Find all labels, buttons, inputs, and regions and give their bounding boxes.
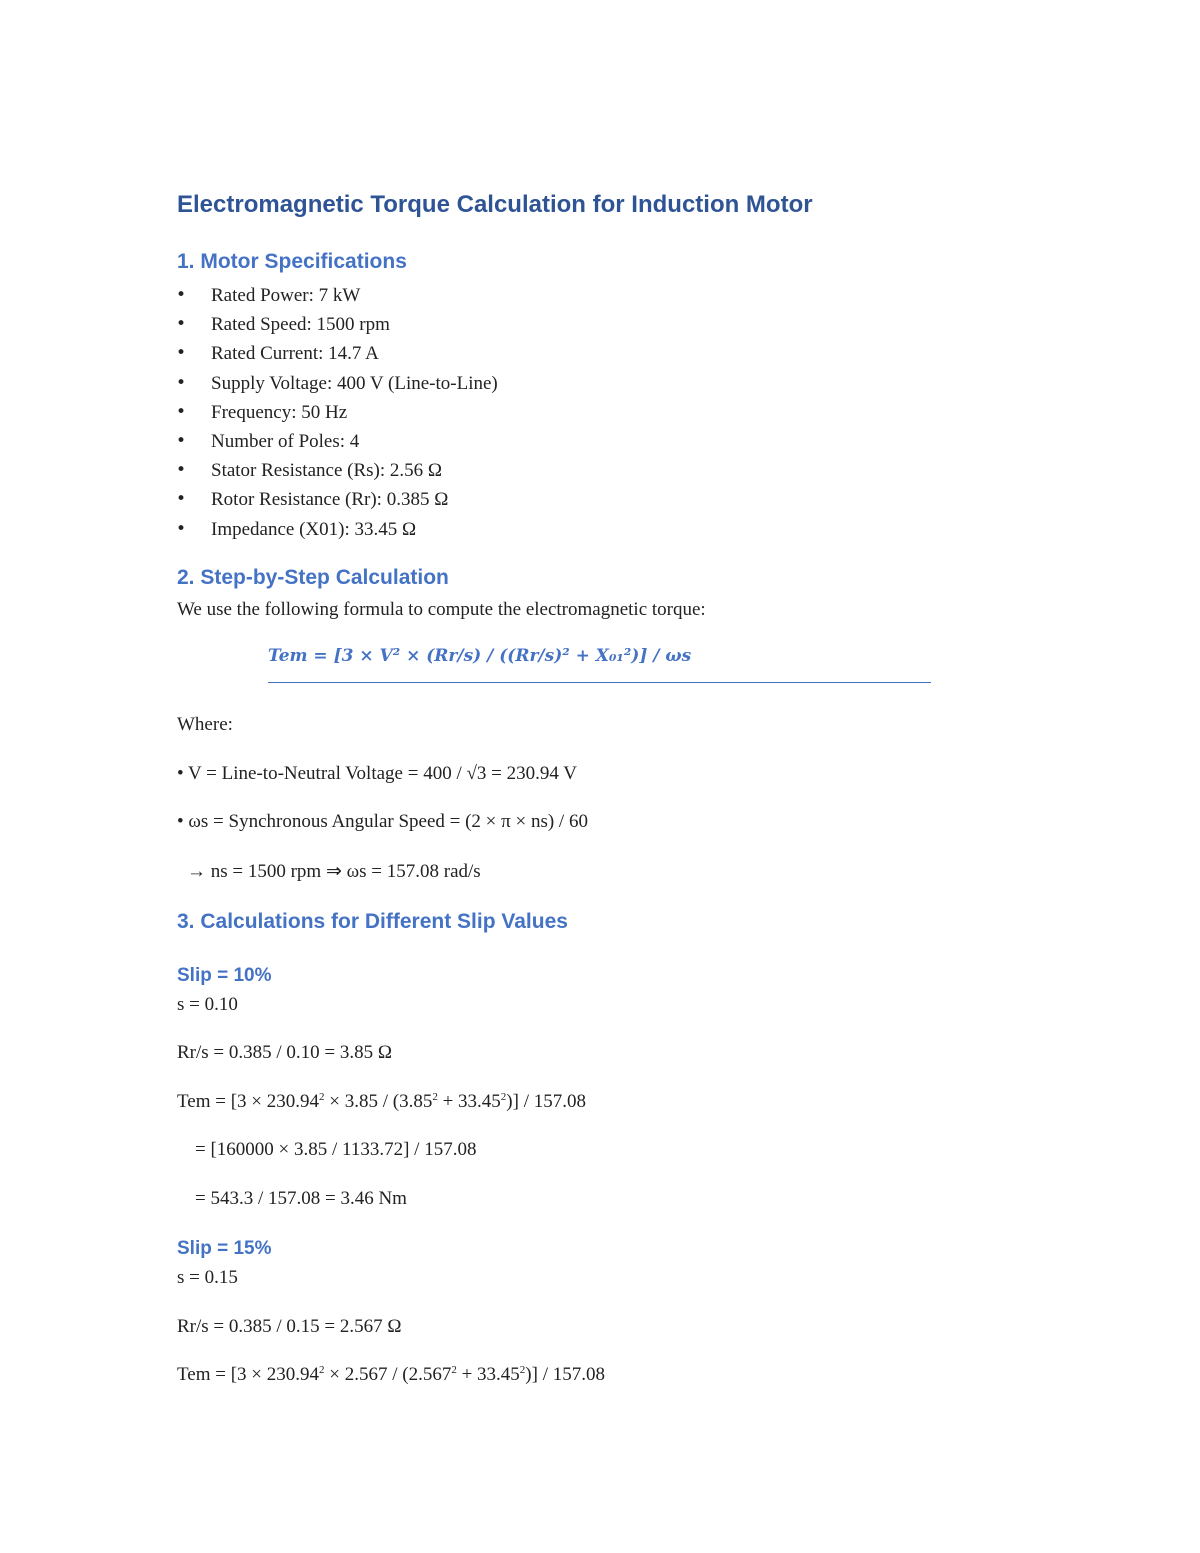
motor-specifications-list xyxy=(177,281,498,544)
slip-heading-10: Slip = 10% xyxy=(177,965,272,986)
spec-number-of-poles: • Number of Poles: 4 xyxy=(177,427,498,456)
spec-rotor-resistance: • Rotor Resistance (Rr): 0.385 Ω xyxy=(177,485,498,514)
formula-intro-text: We use the following formula to compute the electromagnetic torque: xyxy=(177,599,706,620)
slip-15-s-value: s = 0.15 xyxy=(177,1267,238,1288)
where-label: Where: xyxy=(177,714,233,735)
spec-rated-speed: • Rated Speed: 1500 rpm xyxy=(177,310,498,339)
slip-15-tem-equation: Tem = $[3 \times 230.94^2 \times 2.567 / (2.567^2 + 33.45^2)] / 157.08$ xyxy=(177,1364,605,1385)
torque-formula: Tem = [3 × V² × (Rr/s) / ((Rr/s)² + X₀₁²)] / ωs xyxy=(268,646,931,683)
where-item-ns: → ns = 1500 rpm ⇒ ωs = 157.08 rad/s xyxy=(187,861,481,882)
section-heading-motor-specifications: 1. Motor Specifications xyxy=(177,250,407,273)
spec-rated-power: • Rated Power: 7 kW xyxy=(177,281,498,310)
where-item-angular-speed: • ωs = Synchronous Angular Speed = (2 × π × ns) / 60 xyxy=(177,811,588,832)
slip-10-tem-result: = 543.3 / 157.08 = 3.46 Nm xyxy=(195,1188,407,1209)
spec-rated-current: • Rated Current: 14.7 A xyxy=(177,339,498,368)
slip-10-tem-equation: Tem = $[3 \times 230.94^2 \times 3.85 / (3.85^2 + 33.45^2)] / 157.08$ xyxy=(177,1091,586,1112)
spec-frequency: • Frequency: 50 Hz xyxy=(177,398,498,427)
spec-supply-voltage: • Supply Voltage: 400 V (Line-to-Line) xyxy=(177,369,498,398)
section-heading-slip-calculations: 3. Calculations for Different Slip Values xyxy=(177,910,568,933)
slip-15-rr-over-s: Rr/s = 0.385 / 0.15 = 2.567 Ω xyxy=(177,1316,402,1337)
section-heading-step-by-step: 2. Step-by-Step Calculation xyxy=(177,566,449,589)
slip-10-s-value: s = 0.10 xyxy=(177,994,238,1015)
spec-stator-resistance: • Stator Resistance (Rs): 2.56 Ω xyxy=(177,456,498,485)
slip-10-tem-step1: = [160000 × 3.85 / 1133.72] / 157.08 xyxy=(195,1139,477,1160)
slip-heading-15: Slip = 15% xyxy=(177,1238,272,1259)
spec-impedance: • Impedance (X01): 33.45 Ω xyxy=(177,515,498,544)
where-item-voltage: • V = Line-to-Neutral Voltage = 400 / √3 = 230.94 V xyxy=(177,763,577,784)
document-title: Electromagnetic Torque Calculation for Induction Motor xyxy=(177,191,813,218)
slip-10-rr-over-s: Rr/s = 0.385 / 0.10 = 3.85 Ω xyxy=(177,1042,393,1063)
